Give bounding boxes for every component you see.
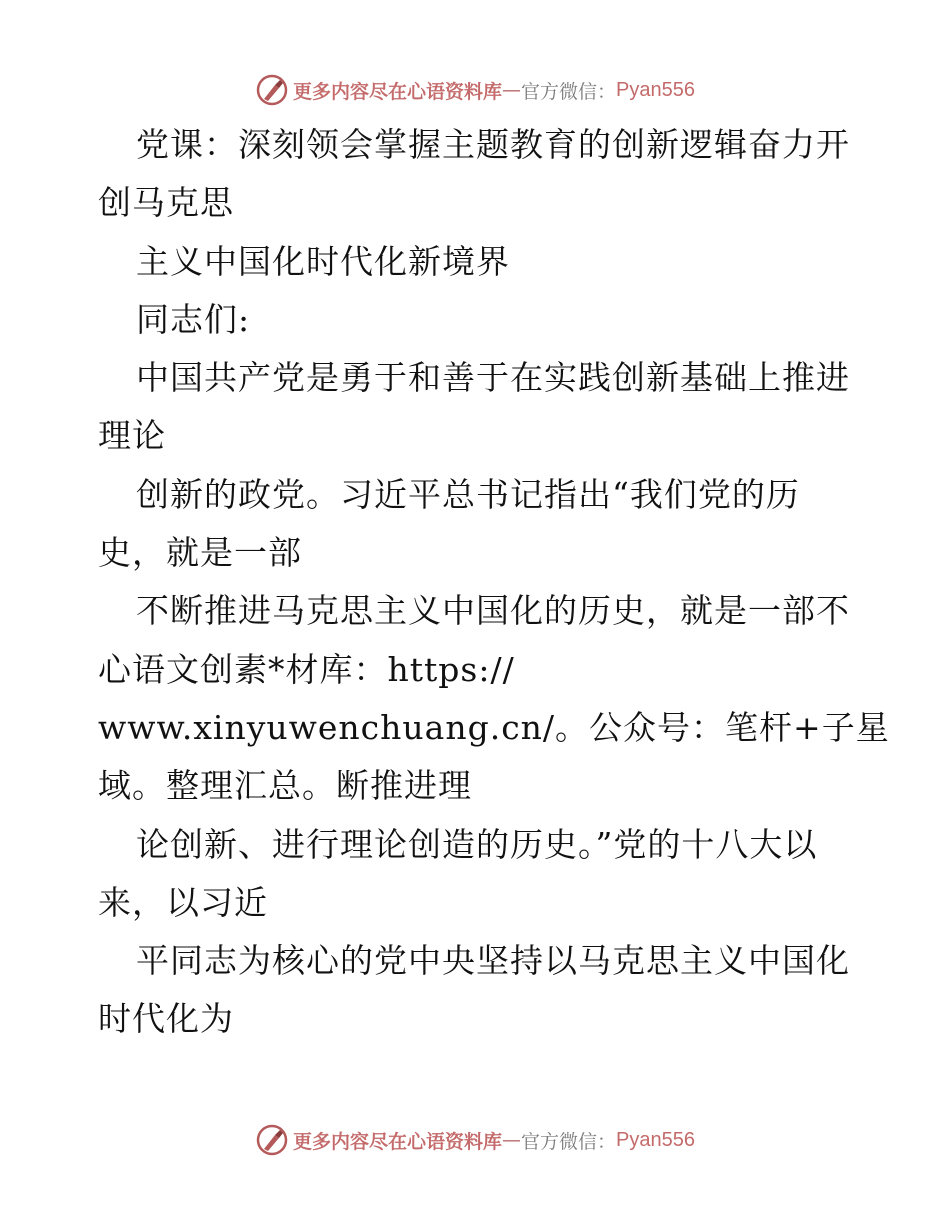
document-body bbox=[98, 116, 890, 1049]
banner-wechat-id: Pyan556 bbox=[616, 1128, 695, 1151]
text-line: 来，以习近 bbox=[98, 882, 268, 922]
banner-separator: — bbox=[502, 79, 522, 101]
banner-wechat-label: 官方微信： bbox=[521, 80, 617, 103]
footer-banner bbox=[0, 1120, 950, 1160]
text-line: 党课：深刻领会掌握主题教育的创新逻辑奋力开 bbox=[136, 125, 850, 164]
text-line: 史，就是一部 bbox=[98, 533, 302, 573]
text-line: www.xinyuwenchuang.cn/。公众号：笔杆+子星 bbox=[98, 707, 890, 747]
text-line: 理论 bbox=[98, 416, 166, 456]
text-line: 不断推进马克思主义中国化的历史，就是一部不 bbox=[136, 591, 850, 631]
text-line: 时代化为 bbox=[98, 999, 234, 1039]
pen-nib-logo-icon bbox=[255, 73, 289, 107]
text-line: 平同志为核心的党中央坚持以马克思主义中国化 bbox=[136, 941, 850, 981]
text-line: 心语文创素*材库：https:// bbox=[98, 649, 515, 689]
text-line: 创马克思 bbox=[98, 183, 234, 223]
pen-nib-logo-icon bbox=[255, 1123, 289, 1157]
text-line: 论创新、进行理论创造的历史。”党的十八大以 bbox=[136, 824, 818, 864]
text-line: 域。整理汇总。断推进理 bbox=[98, 766, 472, 806]
banner-main-text: 更多内容尽在心语资料库 bbox=[293, 1130, 503, 1153]
text-line: 中国共产党是勇于和善于在实践创新基础上推进 bbox=[136, 358, 850, 398]
text-line: 主义中国化时代化新境界 bbox=[136, 241, 510, 281]
text-line: 创新的政党。习近平总书记指出“我们党的历 bbox=[136, 474, 800, 514]
text-line: 同志们: bbox=[136, 299, 251, 339]
banner-separator: — bbox=[502, 1129, 522, 1151]
header-banner bbox=[0, 70, 950, 110]
banner-wechat-id: Pyan556 bbox=[616, 78, 695, 101]
banner-main-text: 更多内容尽在心语资料库 bbox=[293, 80, 503, 103]
banner-wechat-label: 官方微信： bbox=[521, 1130, 617, 1153]
